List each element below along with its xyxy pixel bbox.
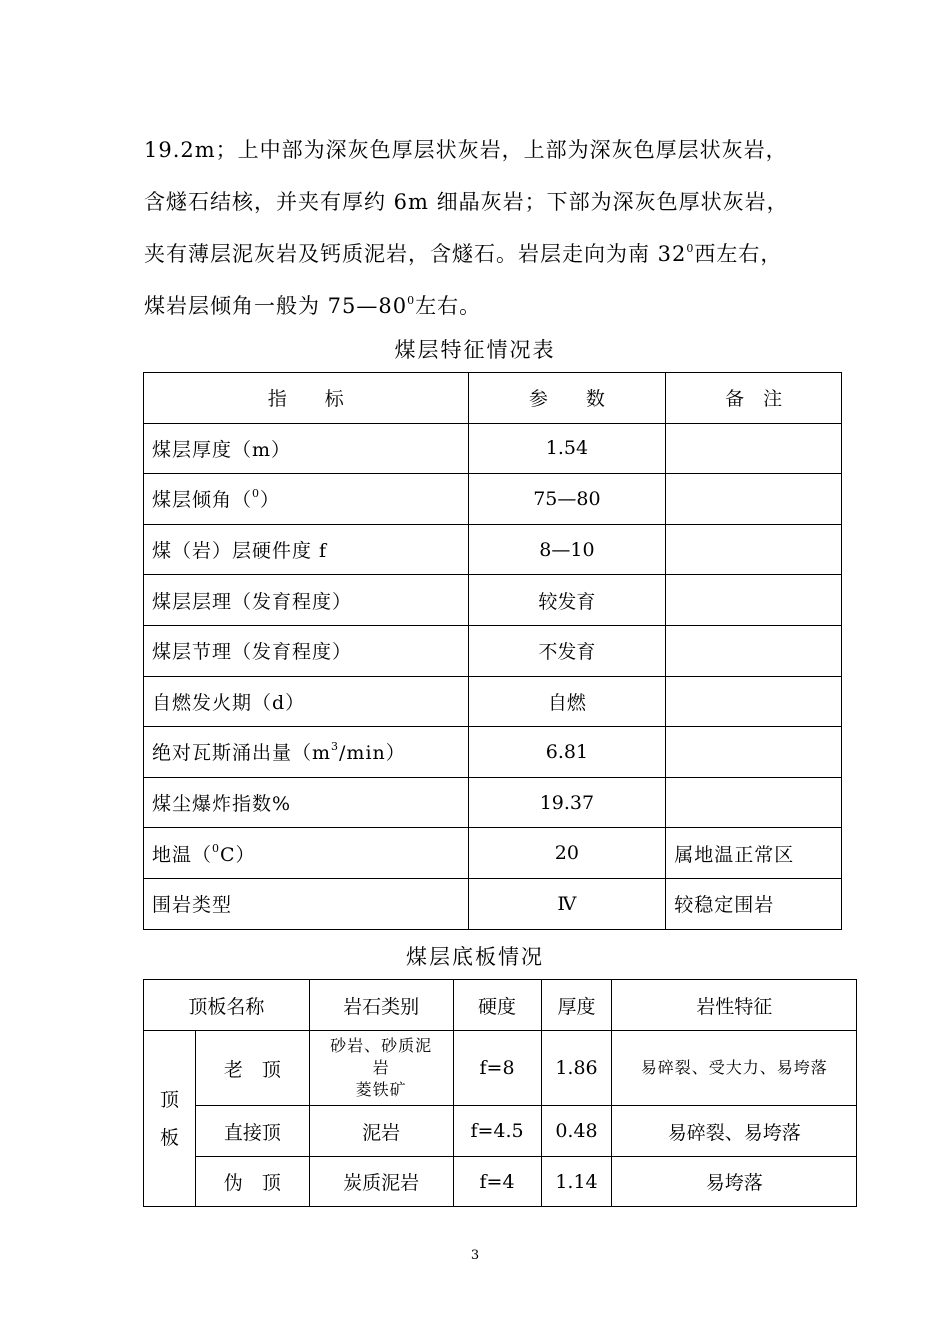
note-cell <box>666 727 842 778</box>
table-row <box>144 727 842 778</box>
note-cell <box>666 625 842 676</box>
coal-seam-feature-table <box>143 372 842 930</box>
note-cell <box>666 423 842 474</box>
lithology-cell: 易碎裂、受大力、易垮落 <box>612 1031 857 1106</box>
table-header-row <box>144 373 842 424</box>
table-row <box>144 878 842 929</box>
note-cell <box>666 524 842 575</box>
table-row <box>144 1106 857 1157</box>
roof-name-cell: 老 顶 <box>195 1031 309 1106</box>
table-row <box>144 625 842 676</box>
value-cell: 自燃 <box>468 676 666 727</box>
label-cell: 围岩类型 <box>144 878 469 929</box>
table-row <box>144 777 842 828</box>
superscript: 0 <box>686 242 695 255</box>
value-cell: 6.81 <box>468 727 666 778</box>
value-cell: 8—10 <box>468 524 666 575</box>
label-cell: 煤层层理（发育程度） <box>144 575 469 626</box>
roof-name-cell: 伪 顶 <box>195 1157 309 1207</box>
value-cell: 19.37 <box>468 777 666 828</box>
thickness-cell: 1.86 <box>541 1031 612 1106</box>
label-cell: 煤层节理（发育程度） <box>144 625 469 676</box>
header-cell: 岩石类别 <box>309 980 453 1031</box>
label-cell: 煤（岩）层硬件度 f <box>144 524 469 575</box>
table-row <box>144 575 842 626</box>
label-cell: 绝对瓦斯涌出量$(m^3/\min)$ <box>144 727 469 778</box>
table-row <box>144 1157 857 1207</box>
value-cell: 20 <box>468 828 666 879</box>
note-cell <box>666 777 842 828</box>
table-row <box>144 423 842 474</box>
page-number: 3 <box>470 1248 480 1263</box>
rock-type-cell: 炭质泥岩 <box>309 1157 453 1207</box>
paragraph-line: 含燧石结核，并夹有厚约 6m 细晶灰岩；下部为深灰色厚状灰岩， <box>144 190 789 214</box>
table1-caption: 煤层特征情况表 <box>394 338 556 362</box>
table-row <box>144 474 842 525</box>
table2-caption: 煤层底板情况 <box>406 945 544 969</box>
roof-name-cell: 直接顶 <box>195 1106 309 1157</box>
label-cell: 煤层倾角（$^0$） <box>144 474 469 525</box>
header-cell: 指 标 <box>144 373 469 424</box>
rock-type-cell: 砂岩、砂质泥 岩 菱铁矿 <box>309 1031 453 1106</box>
paragraph-line: 煤岩层倾角一般为 $75—80^0$左右。 <box>144 294 482 318</box>
paragraph-line: 19.2m；上中部为深灰色厚层状灰岩，上部为深灰色厚层状灰岩， <box>144 138 788 162</box>
label-cell: 自燃发火期（d） <box>144 676 469 727</box>
note-cell <box>666 575 842 626</box>
value-cell: 75—80 <box>468 474 666 525</box>
roof-floor-table <box>143 979 857 1207</box>
hardness-cell: f=8 <box>453 1031 541 1106</box>
label-cell: 地温（$^0$C） <box>144 828 469 879</box>
note-cell: 属地温正常区 <box>666 828 842 879</box>
body-paragraph <box>144 124 834 332</box>
header-cell: 备 注 <box>666 373 842 424</box>
header-cell: 顶板名称 <box>144 980 310 1031</box>
thickness-cell: 0.48 <box>541 1106 612 1157</box>
hardness-cell: f=4 <box>453 1157 541 1207</box>
header-cell: 岩性特征 <box>612 980 857 1031</box>
table-row <box>144 524 842 575</box>
header-cell: 参 数 <box>468 373 666 424</box>
value-cell: 较发育 <box>468 575 666 626</box>
value-cell: Ⅳ <box>468 878 666 929</box>
header-cell: 硬度 <box>453 980 541 1031</box>
table-row <box>144 1031 857 1106</box>
lithology-cell: 易垮落 <box>612 1157 857 1207</box>
hardness-cell: f=4.5 <box>453 1106 541 1157</box>
lithology-cell: 易碎裂、易垮落 <box>612 1106 857 1157</box>
table-header-row <box>144 980 857 1031</box>
label-cell: 煤尘爆炸指数% <box>144 777 469 828</box>
table-row <box>144 828 842 879</box>
note-cell <box>666 676 842 727</box>
paragraph-line: 夹有薄层泥灰岩及钙质泥岩，含燧石。岩层走向为南 $32^0$西左右， <box>144 242 783 266</box>
roof-group-label: 顶 板 <box>144 1031 196 1207</box>
note-cell <box>666 474 842 525</box>
note-cell: 较稳定围岩 <box>666 878 842 929</box>
value-cell: 1.54 <box>468 423 666 474</box>
superscript: 0 <box>407 294 416 307</box>
label-cell: 煤层厚度（m） <box>144 423 469 474</box>
thickness-cell: 1.14 <box>541 1157 612 1207</box>
rock-type-cell: 泥岩 <box>309 1106 453 1157</box>
value-cell: 不发育 <box>468 625 666 676</box>
header-cell: 厚度 <box>541 980 612 1031</box>
table-row <box>144 676 842 727</box>
